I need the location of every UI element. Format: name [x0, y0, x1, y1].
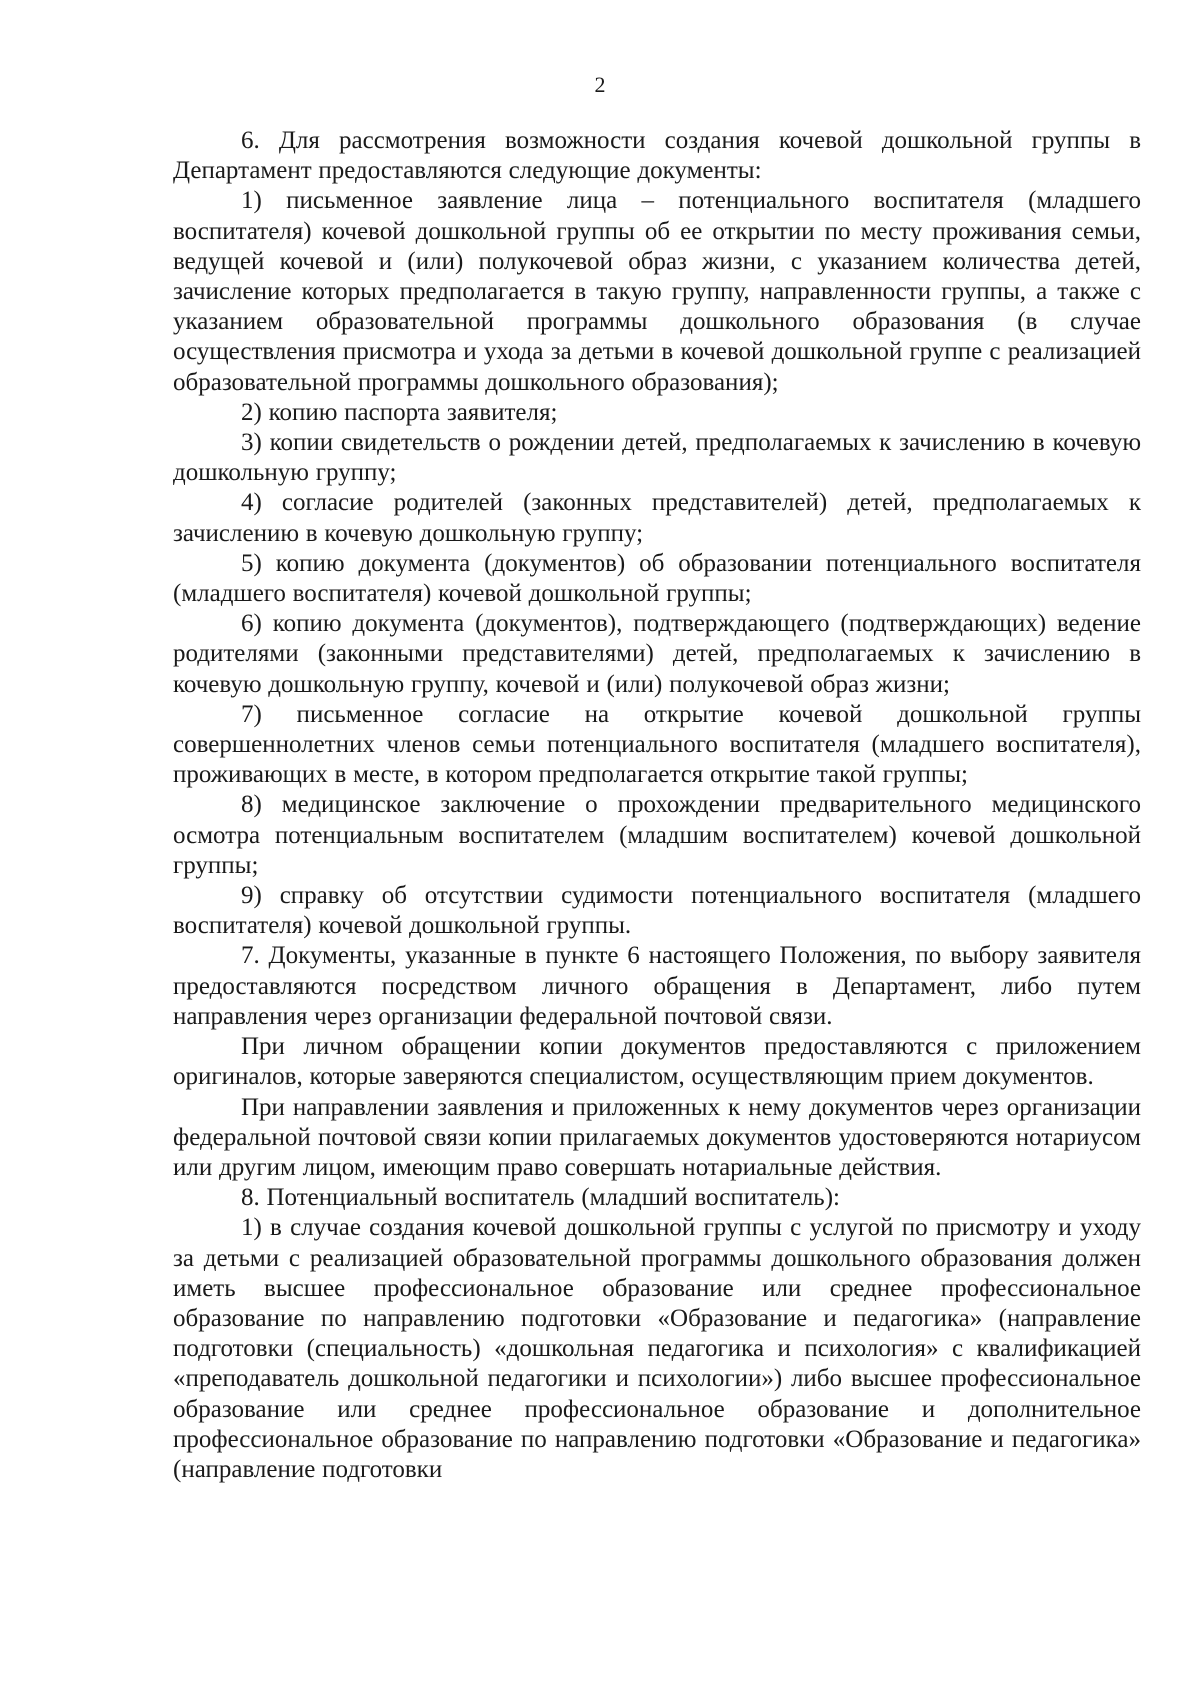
paragraph-subitem-9-criminal-record: 9) справку об отсутствии судимости потенциального воспитателя (младшего воспитателя) кочевой дошкольной группы. [173, 882, 1141, 940]
paragraph-personal-submission: При личном обращении копии документов предоставляются с приложением оригиналов, которые заверяются специалистом, осуществляющим прием документов. [173, 1033, 1141, 1091]
paragraph-subitem-6-nomadic-lifestyle: 6) копию документа (документов), подтверждающего (подтверждающих) ведение родителями (законными представителями) детей, предполагаемых к зачислению в кочевую дошкольную группу, кочевой и (или) полукочевой образ жизни; [173, 610, 1141, 698]
page-number: 2 [594, 72, 606, 97]
paragraph-item-8-educator: 8. Потенциальный воспитатель (младший воспитатель): [241, 1184, 840, 1212]
paragraph-subitem-2-passport: 2) копию паспорта заявителя; [241, 398, 558, 426]
paragraph-subitem-1-application: 1) письменное заявление лица – потенциального воспитателя (младшего воспитателя) кочевой дошкольной группы об ее открытии по месту проживания семьи, ведущей кочевой и (или) полукочевой образ жизни, с указанием количества детей, зачисление которых предполагается в такую группу, направленности группы, а также с указанием образовательной программы дошкольного образования (в случае осуществления присмотра и ухода за детьми в кочевой дошкольной группе с реализацией образовательной программы дошкольного образования); [173, 187, 1141, 396]
paragraph-postal-submission: При направлении заявления и приложенных к нему документов через организации федеральной почтовой связи копии прилагаемых документов удостоверяются нотариусом или другим лицом, имеющим право совершать нотариальные действия. [173, 1093, 1141, 1181]
paragraph-subitem-8-medical-report: 8) медицинское заключение о прохождении предварительного медицинского осмотра потенциальным воспитателем (младшим воспитателем) кочевой дошкольной группы; [173, 791, 1141, 879]
document-body [173, 126, 1141, 1485]
paragraph-item-7-submission: 7. Документы, указанные в пункте 6 настоящего Положения, по выбору заявителя предоставляются посредством личного обращения в Департамент, либо путем направления через организации федеральной почтовой связи. [173, 942, 1141, 1030]
paragraph-subitem-1-qualification: 1) в случае создания кочевой дошкольной группы с услугой по присмотру и уходу за детьми с реализацией образовательной программы дошкольного образования должен иметь высшее профессиональное образование или среднее профессиональное образование по направлению подготовки «Образование и педагогика» (направление подготовки (специальность) «дошкольная педагогика и психология» с квалификацией «преподаватель дошкольной педагогики и психологии») либо высшее профессиональное образование или среднее профессиональное образование и дополнительное профессиональное образование по направлению подготовки «Образование и педагогика» (направление подготовки [173, 1214, 1141, 1483]
paragraph-subitem-5-education-document: 5) копию документа (документов) об образовании потенциального воспитателя (младшего воспитателя) кочевой дошкольной группы; [173, 549, 1141, 608]
paragraph-subitem-4-parents-consent: 4) согласие родителей (законных представителей) детей, предполагаемых к зачислению в кочевую дошкольную группу; [173, 489, 1141, 547]
paragraph-item-6-intro: 6. Для рассмотрения возможности создания кочевой дошкольной группы в Департамент предоставляются следующие документы: [173, 127, 1141, 185]
paragraph-subitem-3-birth-certificates: 3) копии свидетельств о рождении детей, предполагаемых к зачислению в кочевую дошкольную группу; [173, 429, 1141, 487]
paragraph-subitem-7-family-consent: 7) письменное согласие на открытие кочевой дошкольной группы совершеннолетних членов семьи потенциального воспитателя (младшего воспитателя), проживающих в месте, в котором предполагается открытие такой группы; [173, 700, 1141, 789]
